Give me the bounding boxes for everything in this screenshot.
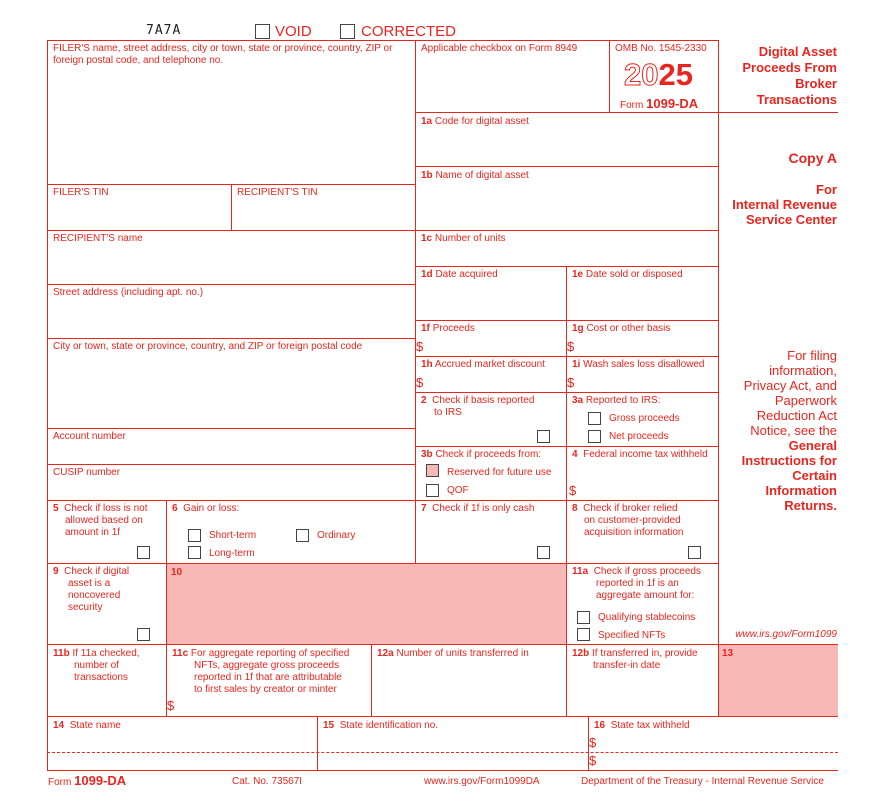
box-8-checkbox[interactable] [688,546,701,559]
tax-year [624,58,693,92]
box-10-shade [166,563,566,644]
account-number-label: Account number [53,431,126,442]
for-irs: For Internal Revenue Service Center [732,182,837,227]
box-1h-dollar: $ [416,375,424,390]
box-1e-label: 1e Date sold or disposed [572,269,683,280]
box-11b-label: 11b If 11a checked, number of transactions [53,648,140,683]
void-checkbox[interactable] [255,24,270,39]
filer-name-label: FILER'S name, street address, city or town, state or province, country, ZIP or foreign postal code, and telephone no. [53,43,393,66]
box-1i-label: 1i Wash sales loss disallowed [572,359,705,370]
box-8-label: 8 Check if broker relied on customer-provided acquisition information [572,503,684,538]
box-7-label: 7 Check if 1f is only cash [421,503,535,514]
corrected-checkbox[interactable] [340,24,355,39]
recipient-tin-label: RECIPIENT'S TIN [237,187,318,198]
long-term-checkbox[interactable] [188,546,201,559]
tax-year-outline: 20 [624,57,659,92]
box-2-checkbox[interactable] [537,430,550,443]
filer-tin-label: FILER'S TIN [53,187,109,198]
specified-nfts-label: Specified NFTs [598,630,666,641]
footer-cat-no: Cat. No. 73567I [232,776,303,787]
box-1f-label: 1f Proceeds [421,323,475,334]
net-proceeds-checkbox[interactable] [588,430,601,443]
cusip-label: CUSIP number [53,467,121,478]
box-1g-label: 1g Cost or other basis [572,323,671,334]
footer-department: Department of the Treasury - Internal Revenue Service [581,776,824,787]
net-proceeds-label: Net proceeds [609,431,669,442]
box-16-dollar-2: $ [589,753,597,768]
corrected-label: CORRECTED [361,23,457,40]
applicable-checkbox-label: Applicable checkbox on Form 8949 [421,43,578,54]
box-13-shade [718,645,838,717]
box-6-label: 6 Gain or loss: [172,503,240,514]
box-11a-label: 11a Check if gross proceeds reported in 1f is an aggregate amount for: [572,566,701,601]
filing-info: For filing information, Privacy Act, and Paperwork Reduction Act Notice, see the General Instructions for Certain Information Returns. [741,348,837,513]
ordinary-checkbox[interactable] [296,529,309,542]
box-10-label: 10 [171,567,183,578]
box-4-dollar: $ [569,483,577,498]
box-1i-dollar: $ [567,375,575,390]
qualifying-stablecoins-label: Qualifying stablecoins [598,612,696,623]
omb-number: OMB No. 1545-2330 [615,43,707,54]
box-3a-label: 3a Reported to IRS: [572,395,661,406]
specified-nfts-checkbox[interactable] [577,628,590,641]
box-13-label: 13 [722,648,734,659]
box-1g-dollar: $ [567,339,575,354]
qof-label: QOF [447,485,469,496]
box-5-checkbox[interactable] [137,546,150,559]
box-2-label: 2 Check if basis reported to IRS [421,395,535,418]
qualifying-stablecoins-checkbox[interactable] [577,611,590,624]
box-16-label: 16 State tax withheld [594,720,690,731]
form-title: Digital Asset Proceeds From Broker Transactions [742,44,837,107]
qof-checkbox[interactable] [426,484,439,497]
box-7-checkbox[interactable] [537,546,550,559]
box-1f-dollar: $ [416,339,424,354]
box-14-label: 14 State name [53,720,121,731]
box-4-label: 4 Federal income tax withheld [572,449,708,460]
box-5-label: 5 Check if loss is not allowed based on amount in 1f [53,503,148,538]
right-url[interactable]: www.irs.gov/Form1099 [735,629,837,640]
box-9-checkbox[interactable] [137,628,150,641]
box-12b-label: 12b If transferred in, provide transfer-in date [572,648,698,671]
form-code: 7A7A [146,23,182,38]
box-1a-label: 1a Code for digital asset [421,116,529,127]
box-1c-label: 1c Number of units [421,233,506,244]
box-9-label: 9 Check if digital asset is a noncovered security [53,566,130,613]
void-label: VOID [275,23,312,40]
box-1d-label: 1d Date acquired [421,269,498,280]
reserved-checkbox-shade [426,464,439,477]
box-15-label: 15 State identification no. [323,720,439,731]
long-term-label: Long-term [209,548,255,559]
footer-form-name: Form 1099-DA [48,773,127,788]
form-name-header: Form 1099-DA [620,96,699,111]
box-11c-dollar: $ [167,698,175,713]
filer-name-field[interactable] [48,68,414,183]
box-1h-label: 1h Accrued market discount [421,359,545,370]
tax-year-bold: 25 [658,57,693,92]
footer-url[interactable]: www.irs.gov/Form1099DA [424,776,540,787]
reserved-label: Reserved for future use [447,467,552,478]
box-3b-label: 3b Check if proceeds from: [421,449,542,460]
city-label: City or town, state or province, country, and ZIP or foreign postal code [53,341,363,352]
short-term-label: Short-term [209,530,257,541]
gross-proceeds-label: Gross proceeds [609,413,680,424]
ordinary-label: Ordinary [317,530,356,541]
box-11c-label: 11c For aggregate reporting of specified NFTs, aggregate gross proceeds reported in 1f that are attributable to first sales by creator or minter [172,648,350,695]
copy-label: Copy A [788,150,837,166]
box-16-dollar-1: $ [589,735,597,750]
box-12a-label: 12a Number of units transferred in [377,648,529,659]
gross-proceeds-checkbox[interactable] [588,412,601,425]
box-1b-label: 1b Name of digital asset [421,170,529,181]
street-address-label: Street address (including apt. no.) [53,287,204,298]
recipient-name-label: RECIPIENT'S name [53,233,143,244]
short-term-checkbox[interactable] [188,529,201,542]
